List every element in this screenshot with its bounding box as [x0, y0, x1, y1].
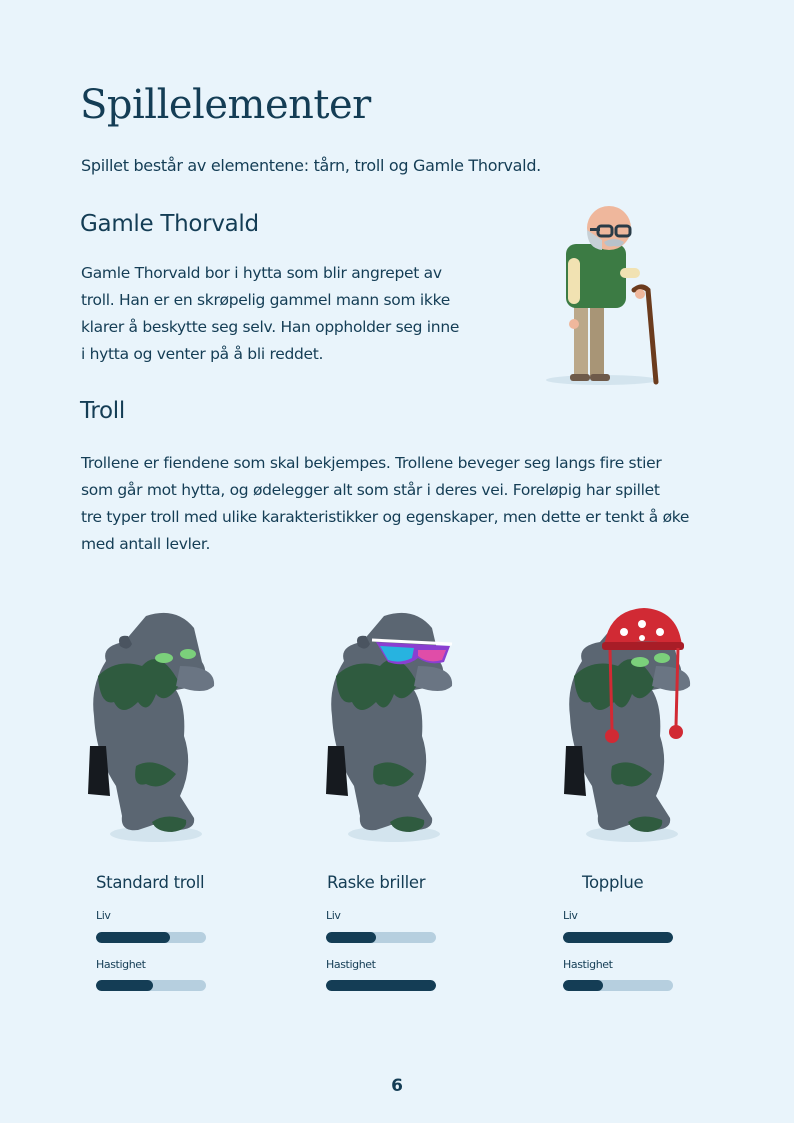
- troll-line: som går mot hytta, og ødelegger alt som står i deres vei. Foreløpig har spillet: [81, 481, 660, 499]
- thorvald-description: [81, 260, 501, 368]
- intro-text: Spillet består av elementene: tårn, troll og Gamle Thorvald.: [81, 156, 541, 175]
- troll-name-hat: Topplue: [582, 873, 644, 892]
- troll-line: med antall levler.: [81, 535, 211, 553]
- speed-label: Hastighet: [96, 958, 146, 971]
- troll-name-sunglasses: Raske briller: [327, 873, 426, 892]
- liv-bar-fill: [326, 932, 376, 943]
- speed-bar: [326, 980, 436, 991]
- liv-bar: [563, 932, 673, 943]
- standard-troll-illustration: [76, 606, 226, 846]
- speed-label: Hastighet: [563, 958, 613, 971]
- page-title: Spillelementer: [80, 82, 371, 128]
- liv-bar-fill: [563, 932, 673, 943]
- liv-bar: [326, 932, 436, 943]
- speed-bar-fill: [96, 980, 153, 991]
- thorvald-line: klarer å beskytte seg selv. Han oppholder seg inne: [81, 318, 460, 336]
- liv-bar: [96, 932, 206, 943]
- troll-name-standard: Standard troll: [96, 873, 205, 892]
- page-number: 6: [391, 1076, 403, 1096]
- speed-bar: [96, 980, 206, 991]
- liv-label: Liv: [326, 909, 341, 922]
- speed-bar-fill: [326, 980, 436, 991]
- troll-heading: Troll: [80, 398, 125, 424]
- troll-line: Trollene er fiendene som skal bekjempes. Trollene beveger seg langs fire stier: [81, 454, 662, 472]
- liv-bar-fill: [96, 932, 170, 943]
- thorvald-line: Gamle Thorvald bor i hytta som blir angrepet av: [81, 264, 442, 282]
- liv-label: Liv: [563, 909, 578, 922]
- liv-label: Liv: [96, 909, 111, 922]
- old-man-illustration: [544, 200, 670, 390]
- thorvald-heading: Gamle Thorvald: [80, 211, 259, 237]
- troll-body: [88, 613, 214, 842]
- speed-label: Hastighet: [326, 958, 376, 971]
- troll-line: tre typer troll med ulike karakteristikker og egenskaper, men dette er tenkt å øke: [81, 508, 690, 526]
- speed-bar-fill: [563, 980, 603, 991]
- troll-description: [81, 450, 721, 558]
- thorvald-line: i hytta og venter på å bli reddet.: [81, 345, 324, 363]
- hat-troll-illustration: [552, 606, 702, 846]
- speed-bar: [563, 980, 673, 991]
- sunglasses-troll-illustration: [314, 606, 464, 846]
- thorvald-line: troll. Han er en skrøpelig gammel mann som ikke: [81, 291, 450, 309]
